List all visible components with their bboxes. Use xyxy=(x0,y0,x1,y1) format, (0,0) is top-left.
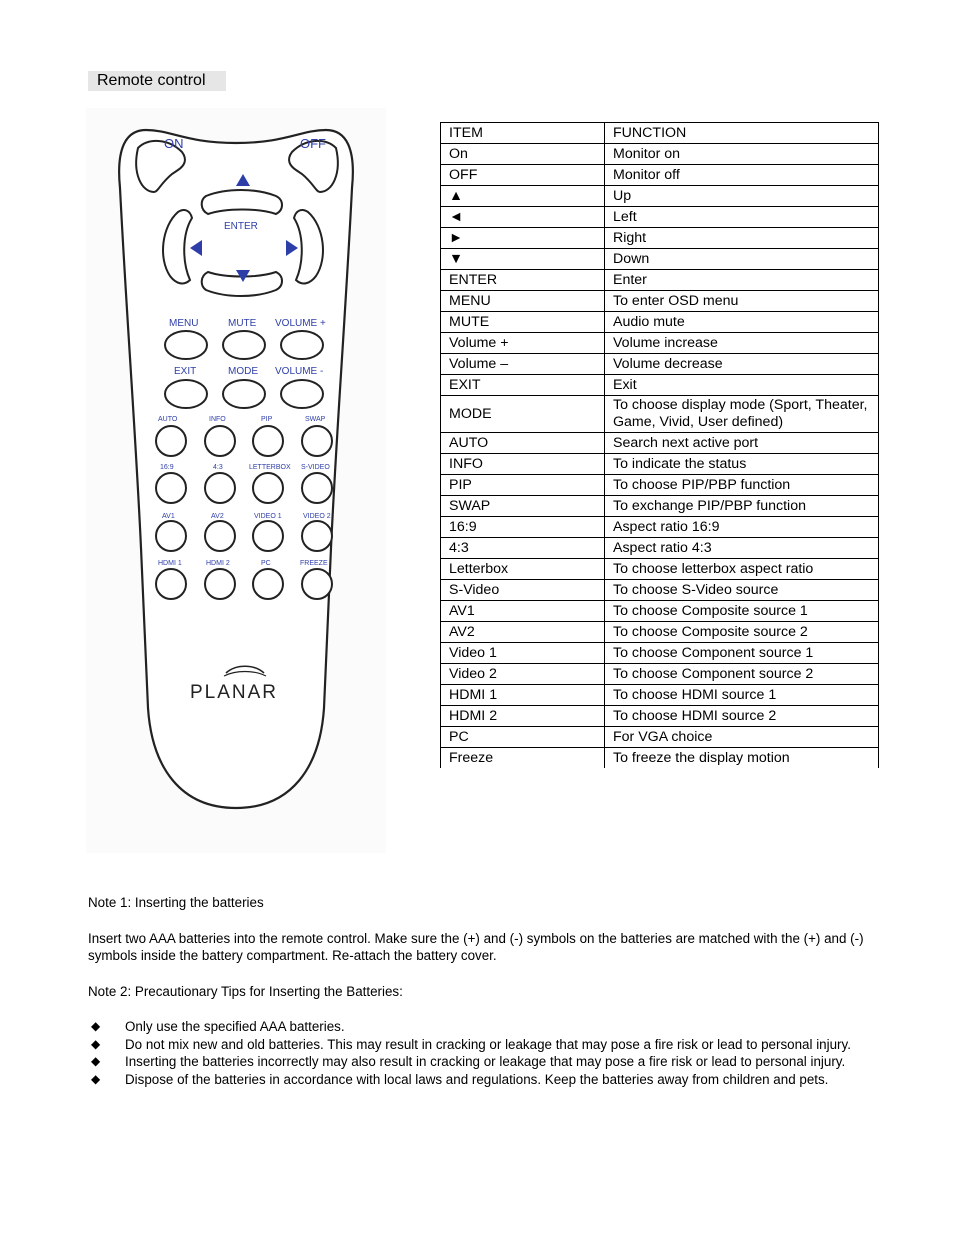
table-row xyxy=(441,228,879,249)
function-cell: Monitor on xyxy=(605,144,879,165)
function-table xyxy=(440,122,879,768)
table-row xyxy=(441,496,879,517)
item-cell: Letterbox xyxy=(441,559,605,580)
video1-button[interactable] xyxy=(253,521,283,551)
table-row xyxy=(441,727,879,748)
av2-button[interactable] xyxy=(205,521,235,551)
table-row xyxy=(441,643,879,664)
mute-button[interactable] xyxy=(223,331,265,359)
item-cell: AUTO xyxy=(441,433,605,454)
table-row xyxy=(441,454,879,475)
item-cell: ◄ xyxy=(441,207,605,228)
ratio-169-button[interactable] xyxy=(156,473,186,503)
pc-button[interactable] xyxy=(253,569,283,599)
table-row xyxy=(441,706,879,727)
diamond-bullet-icon: ◆ xyxy=(91,1054,101,1068)
function-cell: Search next active port xyxy=(605,433,879,454)
info-label: INFO xyxy=(209,416,226,423)
av1-button[interactable] xyxy=(156,521,186,551)
remote-svg xyxy=(86,108,386,853)
function-cell: Left xyxy=(605,207,879,228)
battery-notes xyxy=(88,894,878,1088)
table-row xyxy=(441,664,879,685)
mode-label: MODE xyxy=(228,366,258,377)
pip-button[interactable] xyxy=(253,426,283,456)
item-cell: MENU xyxy=(441,291,605,312)
function-cell: Aspect ratio 16:9 xyxy=(605,517,879,538)
function-cell: To choose display mode (Sport, Theater, Game, Vivid, User defined) xyxy=(605,396,879,433)
function-cell: To choose letterbox aspect ratio xyxy=(605,559,879,580)
tip-item xyxy=(88,1018,878,1036)
tip-item xyxy=(88,1053,878,1071)
volume-up-label: VOLUME + xyxy=(275,318,326,329)
tip-item xyxy=(88,1071,878,1089)
item-cell: 4:3 xyxy=(441,538,605,559)
menu-button[interactable] xyxy=(165,331,207,359)
letterbox-button[interactable] xyxy=(253,473,283,503)
note1-title: Note 1: Inserting the batteries xyxy=(88,895,264,910)
auto-label: AUTO xyxy=(158,416,178,423)
table-row xyxy=(441,396,879,433)
table-row xyxy=(441,270,879,291)
table-row xyxy=(441,559,879,580)
exit-button[interactable] xyxy=(165,380,207,408)
freeze-label: FREEZE xyxy=(300,560,328,567)
diamond-bullet-icon: ◆ xyxy=(91,1036,101,1051)
table-row xyxy=(441,354,879,375)
item-cell: Volume + xyxy=(441,333,605,354)
item-cell: EXIT xyxy=(441,375,605,396)
table-row xyxy=(441,601,879,622)
note2-title: Note 2: Precautionary Tips for Inserting the Batteries: xyxy=(88,983,403,999)
table-row xyxy=(441,580,879,601)
freeze-button[interactable] xyxy=(302,569,332,599)
function-cell: Right xyxy=(605,228,879,249)
table-row xyxy=(441,291,879,312)
svideo-button[interactable] xyxy=(302,473,332,503)
function-cell: To indicate the status xyxy=(605,454,879,475)
tips-list xyxy=(88,1018,878,1088)
tip-item xyxy=(88,1036,878,1054)
mode-button[interactable] xyxy=(223,380,265,408)
function-cell: To exchange PIP/PBP function xyxy=(605,496,879,517)
function-cell: To freeze the display motion xyxy=(605,748,879,769)
item-cell: OFF xyxy=(441,165,605,186)
item-cell: MUTE xyxy=(441,312,605,333)
function-cell: To choose Composite source 2 xyxy=(605,622,879,643)
ratio-43-label: 4:3 xyxy=(213,464,223,471)
table-row xyxy=(441,685,879,706)
tip-text: Do not mix new and old batteries. This may result in cracking or leakage that may pose a fire risk or lead to personal injury. xyxy=(125,1036,851,1052)
diamond-bullet-icon: ◆ xyxy=(91,1071,101,1086)
table-row xyxy=(441,144,879,165)
off-label: OFF xyxy=(300,136,326,151)
auto-button[interactable] xyxy=(156,426,186,456)
enter-label: ENTER xyxy=(224,221,258,232)
table-row xyxy=(441,433,879,454)
function-cell: Volume decrease xyxy=(605,354,879,375)
function-cell: For VGA choice xyxy=(605,727,879,748)
av1-label: AV1 xyxy=(162,513,175,520)
table-row xyxy=(441,186,879,207)
item-cell: AV1 xyxy=(441,601,605,622)
hdmi1-label: HDMI 1 xyxy=(158,560,182,567)
function-cell: Volume increase xyxy=(605,333,879,354)
item-cell: AV2 xyxy=(441,622,605,643)
item-cell: On xyxy=(441,144,605,165)
function-cell: To choose Component source 2 xyxy=(605,664,879,685)
video1-label: VIDEO 1 xyxy=(254,513,282,520)
item-cell: HDMI 1 xyxy=(441,685,605,706)
hdmi2-label: HDMI 2 xyxy=(206,560,230,567)
header-item: ITEM xyxy=(441,123,605,144)
note1-body: Insert two AAA batteries into the remote control. Make sure the (+) and (-) symbols on the batteries are matched with the (+) and (-) symbols inside the battery compartment. Re-attach the battery cover. xyxy=(88,930,864,963)
tip-text: Inserting the batteries incorrectly may also result in cracking or leakage that may pose a fire risk or lead to personal injury. xyxy=(125,1054,846,1069)
function-cell: Exit xyxy=(605,375,879,396)
item-cell: INFO xyxy=(441,454,605,475)
table-row xyxy=(441,375,879,396)
av2-label: AV2 xyxy=(211,513,224,520)
video2-label: VIDEO 2 xyxy=(303,513,331,520)
table-row xyxy=(441,207,879,228)
function-cell: To choose Component source 1 xyxy=(605,643,879,664)
volume-down-button[interactable] xyxy=(281,380,323,408)
item-cell: Video 1 xyxy=(441,643,605,664)
ratio-43-button[interactable] xyxy=(205,473,235,503)
function-cell: Monitor off xyxy=(605,165,879,186)
tip-text: Dispose of the batteries in accordance with local laws and regulations. Keep the batteries away from children and pets. xyxy=(125,1071,829,1087)
item-cell: PIP xyxy=(441,475,605,496)
table-row xyxy=(441,249,879,270)
item-cell: MODE xyxy=(441,396,605,433)
pc-label: PC xyxy=(261,560,271,567)
hdmi2-button[interactable] xyxy=(205,569,235,599)
table-row xyxy=(441,538,879,559)
item-cell: ENTER xyxy=(441,270,605,291)
function-cell: Enter xyxy=(605,270,879,291)
table-row xyxy=(441,165,879,186)
item-cell: ▲ xyxy=(441,186,605,207)
header-function: FUNCTION xyxy=(605,123,879,144)
item-cell: Video 2 xyxy=(441,664,605,685)
info-button[interactable] xyxy=(205,426,235,456)
ratio-169-label: 16:9 xyxy=(160,464,174,471)
up-button[interactable] xyxy=(202,190,282,214)
menu-label: MENU xyxy=(169,318,199,329)
item-cell: HDMI 2 xyxy=(441,706,605,727)
item-cell: ▼ xyxy=(441,249,605,270)
pip-label: PIP xyxy=(261,416,273,423)
remote-control-illustration xyxy=(86,108,386,853)
function-cell: Up xyxy=(605,186,879,207)
function-cell: Audio mute xyxy=(605,312,879,333)
tip-text: Only use the specified AAA batteries. xyxy=(125,1019,345,1034)
function-cell: To choose HDMI source 1 xyxy=(605,685,879,706)
table-row xyxy=(441,517,879,538)
function-cell: To choose S-Video source xyxy=(605,580,879,601)
table-row xyxy=(441,748,879,769)
function-cell: To choose PIP/PBP function xyxy=(605,475,879,496)
brand-logo: PLANAR xyxy=(190,682,279,703)
table-row xyxy=(441,312,879,333)
function-cell: To choose HDMI source 2 xyxy=(605,706,879,727)
mute-label: MUTE xyxy=(228,318,257,329)
item-cell: Freeze xyxy=(441,748,605,769)
item-cell: S-Video xyxy=(441,580,605,601)
diamond-bullet-icon: ◆ xyxy=(91,1019,101,1033)
volume-down-label: VOLUME - xyxy=(275,366,324,377)
function-cell: Aspect ratio 4:3 xyxy=(605,538,879,559)
table-row xyxy=(441,622,879,643)
video2-button[interactable] xyxy=(302,521,332,551)
item-cell: Volume – xyxy=(441,354,605,375)
item-cell: 16:9 xyxy=(441,517,605,538)
table-header-row xyxy=(441,123,879,144)
function-cell: To enter OSD menu xyxy=(605,291,879,312)
volume-up-button[interactable] xyxy=(281,331,323,359)
swap-label: SWAP xyxy=(305,416,326,423)
table-row xyxy=(441,333,879,354)
table-row xyxy=(441,475,879,496)
item-cell: SWAP xyxy=(441,496,605,517)
item-cell: ► xyxy=(441,228,605,249)
svideo-label: S-VIDEO xyxy=(301,464,330,471)
letterbox-label: LETTERBOX xyxy=(249,464,291,471)
hdmi1-button[interactable] xyxy=(156,569,186,599)
item-cell: PC xyxy=(441,727,605,748)
on-label: ON xyxy=(164,136,184,151)
page-heading: Remote control xyxy=(88,71,226,91)
swap-button[interactable] xyxy=(302,426,332,456)
function-cell: To choose Composite source 1 xyxy=(605,601,879,622)
exit-label: EXIT xyxy=(174,366,197,377)
function-cell: Down xyxy=(605,249,879,270)
